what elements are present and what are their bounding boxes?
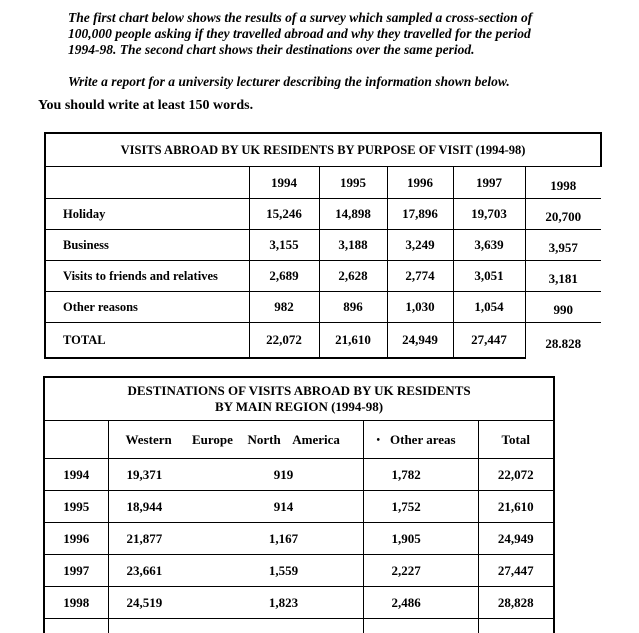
task-paragraph-line: 100,000 people asking if they travelled abroad and why they travelled for the period [68,26,531,41]
table1-value-cell: 3,181 [525,261,601,292]
table1-value-cell: 20,700 [525,199,601,230]
table2-year-label: 1995 [44,491,108,523]
destinations-table [43,376,555,633]
table1-value-cell: 15,246 [249,199,319,230]
table2-region-cell [108,491,363,523]
table2-title-line2: BY MAIN REGION (1994-98) [214,399,384,414]
other-areas-value: 1,782 [363,459,478,491]
table2-year-label: 1997 [44,555,108,587]
clipped-cell [44,619,108,633]
table2-region-cell [108,555,363,587]
total-value: 28,828 [478,587,554,619]
table1-value-cell: 3,639 [453,230,525,261]
table1-row-label: Holiday [45,199,249,230]
table1-row-total [45,323,601,359]
total-value: 24,949 [478,523,554,555]
table1-value-cell: 3,957 [525,230,601,261]
purpose-of-visit-table [44,132,602,359]
north-america-value: 1,559 [268,562,299,578]
north-america-value: 1,823 [268,594,299,610]
clipped-cell [108,619,363,633]
table2-title [44,377,554,421]
table1-row-label: TOTAL [45,323,249,359]
table1-row-visits-to-friends-and-relatives [45,261,601,292]
table1-value-cell: 982 [249,292,319,323]
table1-header-row [45,167,601,199]
other-areas-header-label: Other areas [390,431,456,447]
task-paragraph-line: The first chart below shows the results of a survey which sampled a cross-section of [68,10,533,25]
table1-value-cell: 2,689 [249,261,319,292]
western-europe-value: 24,519 [126,594,163,610]
table1-year-header: 1995 [319,167,387,199]
table1-value-cell: 1,054 [453,292,525,323]
table1-year-header: 1994 [249,167,319,199]
other-areas-header [363,421,478,459]
other-areas-value: 1,752 [363,491,478,523]
table1-row-holiday [45,199,601,230]
north-america-header: North America [247,431,340,447]
table1-value-cell: 28.828 [525,323,601,359]
table2-year-label: 1996 [44,523,108,555]
table1-value-cell: 3,051 [453,261,525,292]
table1-value-cell: 3,249 [387,230,453,261]
north-america-value: 919 [273,466,294,482]
table1-row-label: Visits to friends and relatives [45,261,249,292]
table2-row-1995 [44,491,554,523]
total-value: 21,610 [478,491,554,523]
north-america-value: 914 [273,498,294,514]
table1-value-cell: 3,188 [319,230,387,261]
table1-value-cell: 896 [319,292,387,323]
table1-title-row [45,133,601,167]
table1-value-cell: 27,447 [453,323,525,359]
table1-value-cell: 1,030 [387,292,453,323]
region-group-header [108,421,363,459]
table2-region-cell [108,587,363,619]
table2-clipped-row [44,619,554,633]
table2-region-cell [108,459,363,491]
task-paragraph-survey [68,10,588,58]
table1-year-header: 1998 [525,167,601,199]
table1-value-cell: 2,628 [319,261,387,292]
table1-value-cell: 990 [525,292,601,323]
task-paragraph-instruction: Write a report for a university lecturer describing the information shown below. [68,74,510,89]
table1-value-cell: 19,703 [453,199,525,230]
table2-row-1994 [44,459,554,491]
table1-row-other-reasons [45,292,601,323]
table2-row-1998 [44,587,554,619]
other-areas-value: 1,905 [363,523,478,555]
western-europe-value: 23,661 [126,562,163,578]
word-count-note: You should write at least 150 words. [38,98,254,113]
table2-title-line1: DESTINATIONS OF VISITS ABROAD BY UK RESIDENTS [127,383,471,398]
other-areas-value: 2,227 [363,555,478,587]
table1-year-header: 1996 [387,167,453,199]
bullet-icon: • [376,434,381,446]
table2-year-label: 1994 [44,459,108,491]
table2-row-1997 [44,555,554,587]
table2-year-label: 1998 [44,587,108,619]
table2-header-row [44,421,554,459]
table1-value-cell: 2,774 [387,261,453,292]
western-europe-value: 21,877 [126,530,163,546]
clipped-cell [478,619,554,633]
table1-corner-cell [45,167,249,199]
total-value: 22,072 [478,459,554,491]
table1-value-cell: 3,155 [249,230,319,261]
other-areas-value: 2,486 [363,587,478,619]
table1-title: VISITS ABROAD BY UK RESIDENTS BY PURPOSE OF VISIT (1994-98) [45,133,601,167]
table1-value-cell: 22,072 [249,323,319,359]
western-europe-header: Western Europe [125,431,233,447]
table2-row-1996 [44,523,554,555]
table1-value-cell: 17,896 [387,199,453,230]
table1-row-business [45,230,601,261]
total-value: 27,447 [478,555,554,587]
table1-value-cell: 14,898 [319,199,387,230]
table1-value-cell: 21,610 [319,323,387,359]
table2-region-cell [108,523,363,555]
clipped-cell [363,619,478,633]
table1-year-header: 1997 [453,167,525,199]
western-europe-value: 18,944 [126,498,163,514]
table1-value-cell: 24,949 [387,323,453,359]
table1-row-label: Business [45,230,249,261]
table1-row-label: Other reasons [45,292,249,323]
total-header: Total [478,421,554,459]
table2-corner-cell [44,421,108,459]
western-europe-value: 19,371 [126,466,163,482]
table2-title-row [44,377,554,421]
north-america-value: 1,167 [268,530,299,546]
task-paragraph-line: 1994-98. The second chart shows their destinations over the same period. [68,42,475,57]
